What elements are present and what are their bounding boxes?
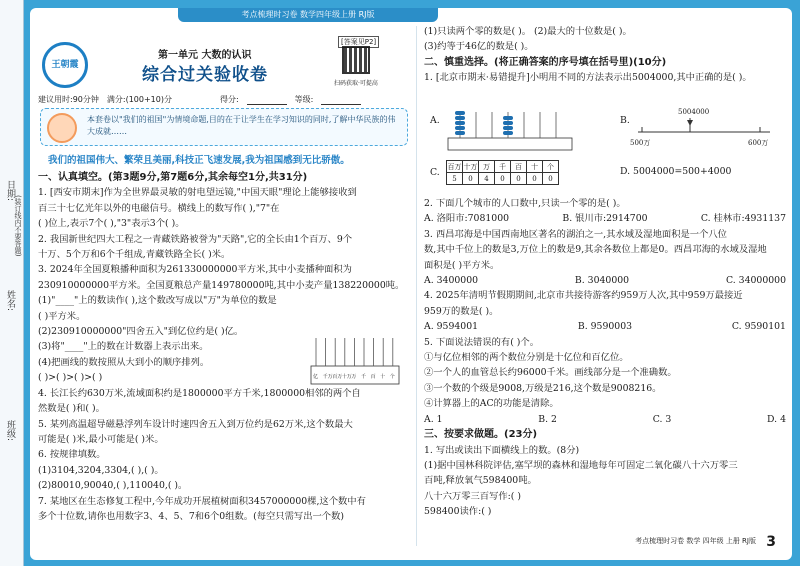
place-value-digit: 4 [479,173,495,185]
choice-3-option[interactable]: C. 34000000 [725,275,786,287]
choice-questions [424,196,786,520]
footer: 考点梳理时习卷 数学 四年级 上册 RJ版 [635,537,756,545]
choice-3-option[interactable]: B. 3040000 [574,275,630,287]
choice-1-option-b[interactable] [620,108,780,158]
place-value-header: 千 [495,161,511,173]
place-value-header: 十万 [463,162,478,171]
question-6-2: (2)80010,90040,( ),110040,( )。 [38,480,188,492]
place-value-header: 十 [527,161,543,173]
abacus-rod-label: 十万 [341,374,352,380]
question-7-1-2: (1)只读两个零的数是( )。 (2)最大的十位数是( )。 [424,26,632,37]
page-title: 综合过关验收卷 [142,65,268,85]
work-1-write[interactable]: 八十六万零三百写作:( ) [424,490,522,502]
girl-avatar-icon [47,113,77,143]
time-info: 建议用时:90分钟 [38,95,99,104]
brand-logo: 王朝霞 [42,42,88,88]
choice-2-option[interactable]: B. 银川市:2914700 [562,213,648,225]
question-3-4: (4)把画线的数按照从大到小的顺序排列。 [38,356,210,368]
choice-4-option[interactable]: A. 9594001 [424,321,479,333]
header [38,32,410,88]
name-label: 姓名: [5,290,15,312]
abacus-rod-label: 千 [361,374,367,380]
question-3-1: (1)"____"上的数读作( ),这个数改写成以"万"为单位的数是 [38,295,277,307]
abacus-rod-label: 百万 [332,374,343,380]
abacus-rod-label: 百 [370,374,376,380]
answer-page-tag: [答案见P2] [338,36,379,48]
choice-1-option-a[interactable] [430,108,570,158]
choice-5-option[interactable]: D. 4 [767,413,786,425]
place-value-digit: 0 [495,173,511,185]
section-work-title: 三、按要求做题。(23分) [424,429,538,441]
unit-title: 第一单元 大数的认识 [158,50,252,61]
level-label: 等级: [294,95,314,104]
line-tick-start: 500万 [630,139,651,147]
work-1: 1. 写出或读出下面横线上的数。(8分) [424,444,580,456]
level-field[interactable] [321,94,361,105]
question-3-3: (3)将"____"上的数在计数器上表示出来。 [38,341,209,353]
date-label: 日期: [5,180,15,202]
question-7-3: (3)约等于46亿的数是( )。 [424,41,534,53]
question-3-1-line-2: ( )平方米。 [38,310,86,322]
slogan: 我们的祖国伟大、繁荣且美丽,科技正飞速发展,我为祖国感到无比骄傲。 [48,155,350,166]
choice-5-statement-1: ①与亿位相邻的两个数位分别是十亿位和百亿位。 [424,352,629,364]
place-value-digit: 0 [527,173,543,185]
question-3-2: (2)230910000000"四舍五入"到亿位约是( )亿。 [38,326,244,338]
notice-text: 本套卷以"我们的祖国"为情境命题,目的在于让学生在学习知识的同时,了解中华民族的伟大成就…… [87,115,396,136]
cut-line-note: (装订线内不要答题) [14,195,22,257]
question-5: 5. 某列高温超导磁悬浮列车设计时速四舍五入到万位约是62万米,这个数最大 [38,418,353,430]
question-1-line-2: 百三十七亿光年以外的电磁信号。横线上的数写作( ),"7"在 [38,202,280,214]
question-1: 1. [西安市期末]作为全世界最灵敏的射电望远镜,"中国天眼"理论上能够接收到 [38,187,357,199]
abacus-rod-label: 千万 [322,374,333,380]
line-tick-end: 600万 [748,139,769,147]
choice-5-option[interactable]: B. 2 [538,413,557,425]
score-info: 满分:(100+10)分 [106,95,172,104]
place-value-digit: 5 [447,173,463,185]
choice-5-option[interactable]: C. 3 [652,413,672,425]
points-field[interactable] [247,94,287,105]
choice-2: 2. 下面几个城市的人口数中,只读一个零的是( )。 [424,198,626,209]
continued-questions [424,24,786,86]
abacus-counter[interactable] [310,336,400,386]
choice-4-option[interactable]: C. 9590101 [731,321,786,333]
exam-info [38,94,410,105]
choice-5-statement-4: ④计算器上的AC的功能是清除。 [424,398,559,410]
binding-spine [0,0,24,566]
question-2-line-2: 十万、5个万和6个千组成,青藏铁路全长( )米。 [38,249,231,261]
choice-3: 3. 西昌邛海是中国西南地区著名的湖泊之一,其水域及湿地面积是一个八位 [424,228,727,240]
place-value-digit: 0 [463,173,479,185]
abacus-rod-label: 十 [380,374,386,380]
choice-2-options [424,211,786,226]
option-b-label: B. [620,115,630,126]
question-7: 7. 某地区在生态修复工程中,今年成功开展植树面积3457000000棵,这个数中有 [38,495,366,507]
choice-3-options [424,273,786,288]
abacus-rod-label: 万 [351,374,357,380]
qr-code-icon[interactable] [342,46,370,74]
abacus-rod-label: 个 [389,374,395,380]
place-value-table [446,160,559,185]
place-value-header: 百万 [447,162,462,171]
qr-caption: 扫码获取·可提高 [334,80,378,87]
place-value-header: 个 [543,161,559,173]
choice-3-option[interactable]: A. 3400000 [424,275,479,287]
choice-4-option[interactable]: B. 9590003 [577,321,633,333]
question-2: 2. 我国新世纪四大工程之一青藏铁路被誉为"天路",它的全长由1个百万、9个 [38,233,353,245]
points-label: 得分: [219,95,239,104]
column-divider [416,26,417,546]
place-value-digit: 0 [543,173,559,185]
choice-1-option-c[interactable] [430,160,620,196]
choice-3-line-3: 面积是( )平方米。 [424,259,500,271]
question-7-line-2: 多个十位数,请你也用数字3、4、5、7和6个0组数。(每空只需写出一个数) [38,510,345,522]
question-3-4-answer: ( )>( )>( )>( ) [38,372,103,384]
choice-5-statement-3: ③一个数的个级是9008,万级是216,这个数是9008216。 [424,382,662,394]
question-6: 6. 按规律填数。 [38,449,106,461]
question-5-line-2: 可能是( )米,最小可能是( )米。 [38,433,164,445]
section-choice-title: 二、慎重选择。(将正确答案的序号填在括号里)(10分) [424,56,667,68]
choice-1-option-d[interactable]: D. 5004000=500+4000 [620,166,732,177]
page-number: 3 [766,534,776,550]
class-label: 班级: [5,420,15,442]
question-1-line-3: ( )位上,表示7个( ),"3"表示3个( )。 [38,218,185,230]
top-banner: 考点梳理时习卷 数学四年级上册 RJ版 [178,8,438,22]
choice-5-statement-2: ②一个人的血管总长约96000千米。画线部分是一个准确数。 [424,367,677,379]
question-6-1: (1)3104,3204,3304,( ),( )。 [38,464,164,476]
abacus-diagram [446,108,576,152]
question-3-line-2: 230910000000平方米。全国夏粮总产量149780000吨,其中小麦产量138220000吨。 [38,279,405,291]
choice-5-options [424,412,786,427]
work-1-read[interactable]: 598400读作:( ) [424,506,492,518]
choice-5-option[interactable]: A. 1 [424,413,443,425]
left-column [38,24,410,554]
choice-2-option[interactable]: A. 洛阳市:7081000 [424,213,510,225]
section-title: 一、认真填空。(第3题9分,第7题6分,其余每空1分,共31分) [38,172,308,183]
work-1-text-2: 百吨,释放氧气598400吨。 [424,475,537,487]
place-value-digit: 0 [511,173,527,185]
question-4: 4. 长江长约630万米,流域面积约是1800000平方千米,1800000相邻的两个自 [38,387,361,399]
line-tick-mark: 5004000 [678,108,710,116]
option-a-label: A. [430,115,440,126]
question-3: 3. 2024年全国夏粮播种面积为261330000000平方米,其中小麦播种面积为 [38,264,352,276]
choice-5: 5. 下面说法错误的有( )个。 [424,336,540,348]
worksheet-page [30,8,792,560]
question-4-line-2: 然数是( )和( )。 [38,403,105,415]
work-1-text: (1)据中国林科院评估,塞罕坝的森林和湿地每年可固定二氧化碳八十六万零三 [424,459,738,471]
choice-2-option[interactable]: C. 桂林市:4931137 [700,213,786,225]
option-c-label: C. [430,167,440,178]
choice-1: 1. [北京市期末·易错提升]小明用不同的方法表示出5004000,其中正确的是( )。 [424,72,752,84]
right-column [424,24,786,554]
abacus-rod-label: 亿 [313,374,319,380]
choice-4-options [424,319,786,334]
choice-4: 4. 2025年清明节假期期间,北京市共接待游客约959万人次,其中959万最接近 [424,290,743,302]
choice-4-line-2: 959万的数是( )。 [424,305,499,317]
place-value-header: 百 [511,161,527,173]
notice-box [40,108,408,146]
choice-3-line-2: 数,其中千位上的数是3,万位上的数是9,其余各数位上都是0。西昌邛海的水域及湿地 [424,244,767,256]
place-value-header: 万 [479,161,495,173]
